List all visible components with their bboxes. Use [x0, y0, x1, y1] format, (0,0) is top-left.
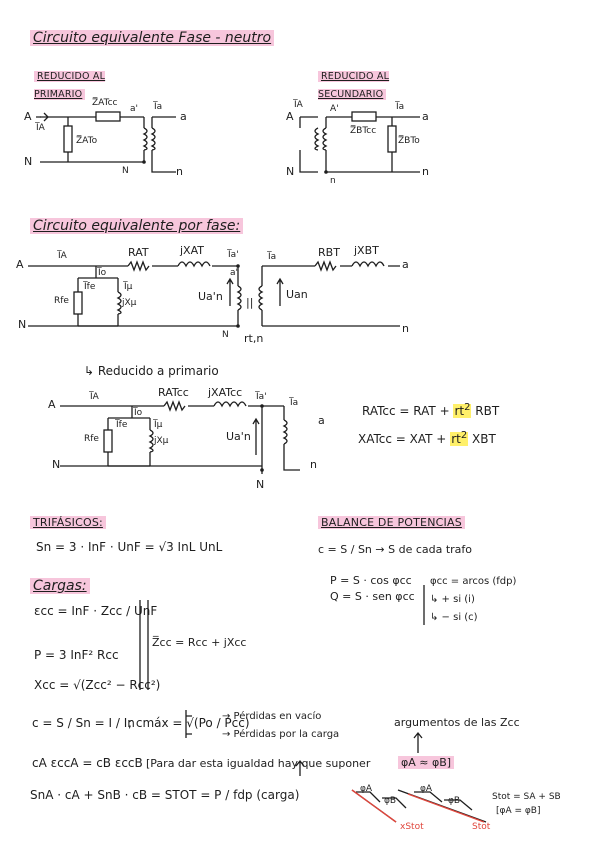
- note-phi: φcc = arcos (fdp): [430, 576, 517, 587]
- node-A: A: [24, 110, 32, 123]
- equation-cmax: ; cmáx = √(Po / Pcc): [128, 716, 250, 730]
- note-phi-capacitive: ↳ − si (c): [430, 612, 478, 623]
- equation-sn-sum: SnA · cA + SnB · cB = STOT = P / fdp (carga): [30, 788, 300, 802]
- equation-ecc: εcc = InF · Zcc / UnF: [34, 604, 158, 618]
- phasor-xstot-label: xStot: [400, 822, 424, 832]
- equation-ca: cA εccA = cB εccB: [32, 756, 143, 770]
- reactance-jxatcc: jXATcc: [208, 386, 243, 399]
- current-Ia-prime: I̅a': [228, 250, 239, 260]
- equation-c2: c = S / Sn = I / In: [32, 716, 135, 730]
- node-N: N: [52, 458, 61, 471]
- equation-sn: Sn = 3 · InF · UnF = √3 InL UnL: [36, 540, 223, 554]
- equation-p3: P = 3 InF² Rcc: [34, 648, 119, 662]
- reduced-secondary-label: REDUCIDO AL SECUNDARIO: [318, 71, 390, 100]
- node-N: N: [24, 155, 33, 168]
- resistor-ratcc: RATcc: [158, 386, 189, 399]
- ratio-rt: rt,n: [244, 332, 264, 345]
- node-A: A: [286, 110, 294, 123]
- current-Ia: I̅a: [268, 252, 277, 262]
- note-phi-equal: φA ≈ φB]: [398, 756, 454, 769]
- equation-xatcc: XATcc = XAT + $rt^2$ XBT: [358, 430, 496, 446]
- node-A: A: [48, 398, 56, 411]
- phasor-phiA-1: φA: [360, 784, 373, 794]
- phasor-phi-label: [φA = φB]: [496, 806, 541, 816]
- equation-ratcc: RATcc = RAT + $rt^2$ RBT: [362, 402, 500, 418]
- current-Imu: I̅μ: [154, 420, 163, 430]
- node-N2: N: [222, 330, 229, 340]
- current-IA: I̅A: [90, 392, 99, 402]
- node-n: n: [310, 458, 317, 471]
- node-a-prime: a': [230, 268, 238, 278]
- note-phi-inductive: ↳ + si (i): [430, 594, 475, 605]
- node-n: n: [330, 176, 336, 186]
- equation-zcc: Z̅cc = Rcc + jXcc: [152, 636, 247, 649]
- reduced-to-primary-label: ↳ Reducido a primario: [84, 364, 219, 378]
- note-pcc: → Pérdidas por la carga: [222, 729, 340, 740]
- impedance-zbto: Z̅BTo: [398, 136, 420, 146]
- reactance-jxbt: jXBT: [354, 244, 379, 257]
- impedance-zbtcc: Z̅BTcc: [350, 126, 377, 136]
- node-a: a: [180, 110, 187, 123]
- current-IA: I̅A: [294, 100, 303, 110]
- section-cargas: Cargas:: [30, 578, 90, 594]
- resistor-rbt: RBT: [318, 246, 340, 259]
- current-Ia: I̅a: [396, 102, 405, 112]
- node-a: a: [318, 414, 325, 427]
- node-N: N: [286, 165, 295, 178]
- resistor-rfe: Rfe: [54, 296, 69, 306]
- current-Ife: I̅fe: [84, 282, 96, 292]
- note-argumentos: argumentos de las Zcc: [394, 716, 520, 729]
- current-IA: I̅A: [36, 123, 45, 133]
- voltage-uan-prime: Ua'n: [198, 290, 223, 303]
- resistor-rat: RAT: [128, 246, 149, 259]
- current-Io: I̅o: [134, 408, 143, 418]
- section-trifasicos: TRIFÁSICOS:: [30, 516, 106, 529]
- reduced-primary-label: REDUCIDO AL PRIMARIO: [34, 71, 106, 100]
- reactance-jxmu: jXμ: [122, 298, 137, 308]
- voltage-uan: Uan: [286, 288, 308, 301]
- impedance-zatcc: Z̅ATcc: [92, 98, 118, 108]
- current-Ia-prime: I̅a': [256, 392, 267, 402]
- current-Io: I̅o: [98, 268, 107, 278]
- impedance-zato: Z̅ATo: [76, 136, 98, 146]
- parallel-symbol: ||: [246, 296, 254, 309]
- node-a-prime: a': [130, 104, 138, 114]
- phasor-diagram: [352, 790, 486, 822]
- reactance-jxat: jXAT: [180, 244, 204, 257]
- note-bracket: [Para dar esta igualdad hay que suponer: [146, 757, 371, 770]
- phasor-phiB-2: φB: [448, 796, 461, 806]
- phasor-stot2-label: Stot: [472, 822, 491, 832]
- node-N2: N: [256, 478, 265, 491]
- section-por-fase: Circuito equivalente por fase:: [30, 218, 243, 234]
- note-po: → Pérdidas en vacío: [222, 711, 322, 722]
- node-N: N: [18, 318, 27, 331]
- page-title: Circuito equivalente Fase - neutro: [30, 30, 274, 46]
- current-Ia: I̅a: [154, 102, 163, 112]
- equation-q: Q = S · sen φcc: [330, 590, 415, 603]
- equation-p: P = S · cos φcc: [330, 574, 412, 587]
- node-A-prime: A': [330, 104, 339, 114]
- current-Ia: I̅a: [290, 398, 299, 408]
- current-IA: I̅A: [58, 251, 67, 261]
- node-n2: n: [422, 165, 429, 178]
- node-n: n: [402, 322, 409, 335]
- resistor-rfe: Rfe: [84, 434, 99, 444]
- equation-xcc: Xcc = √(Zcc² − Rcc²): [34, 678, 161, 692]
- node-a: a: [422, 110, 429, 123]
- node-N2: N: [122, 166, 129, 176]
- equation-c: c = S / Sn → S de cada trafo: [318, 543, 473, 556]
- reactance-jxmu: jXμ: [154, 436, 169, 446]
- voltage-uan-prime: Ua'n: [226, 430, 251, 443]
- current-Ife: I̅fe: [116, 420, 128, 430]
- phasor-phiA-2: φA: [420, 784, 433, 794]
- argumentos-arrow: [414, 733, 422, 753]
- node-n: n: [176, 165, 183, 178]
- section-balance: BALANCE DE POTENCIAS: [318, 516, 465, 529]
- phasor-stot-label: Stot = SA + SB: [492, 792, 561, 802]
- circuit-reduced-primary: [36, 112, 176, 172]
- current-Imu: I̅μ: [124, 282, 133, 292]
- phasor-phiB-1: φB: [384, 796, 397, 806]
- node-A: A: [16, 258, 24, 271]
- node-a: a: [402, 258, 409, 271]
